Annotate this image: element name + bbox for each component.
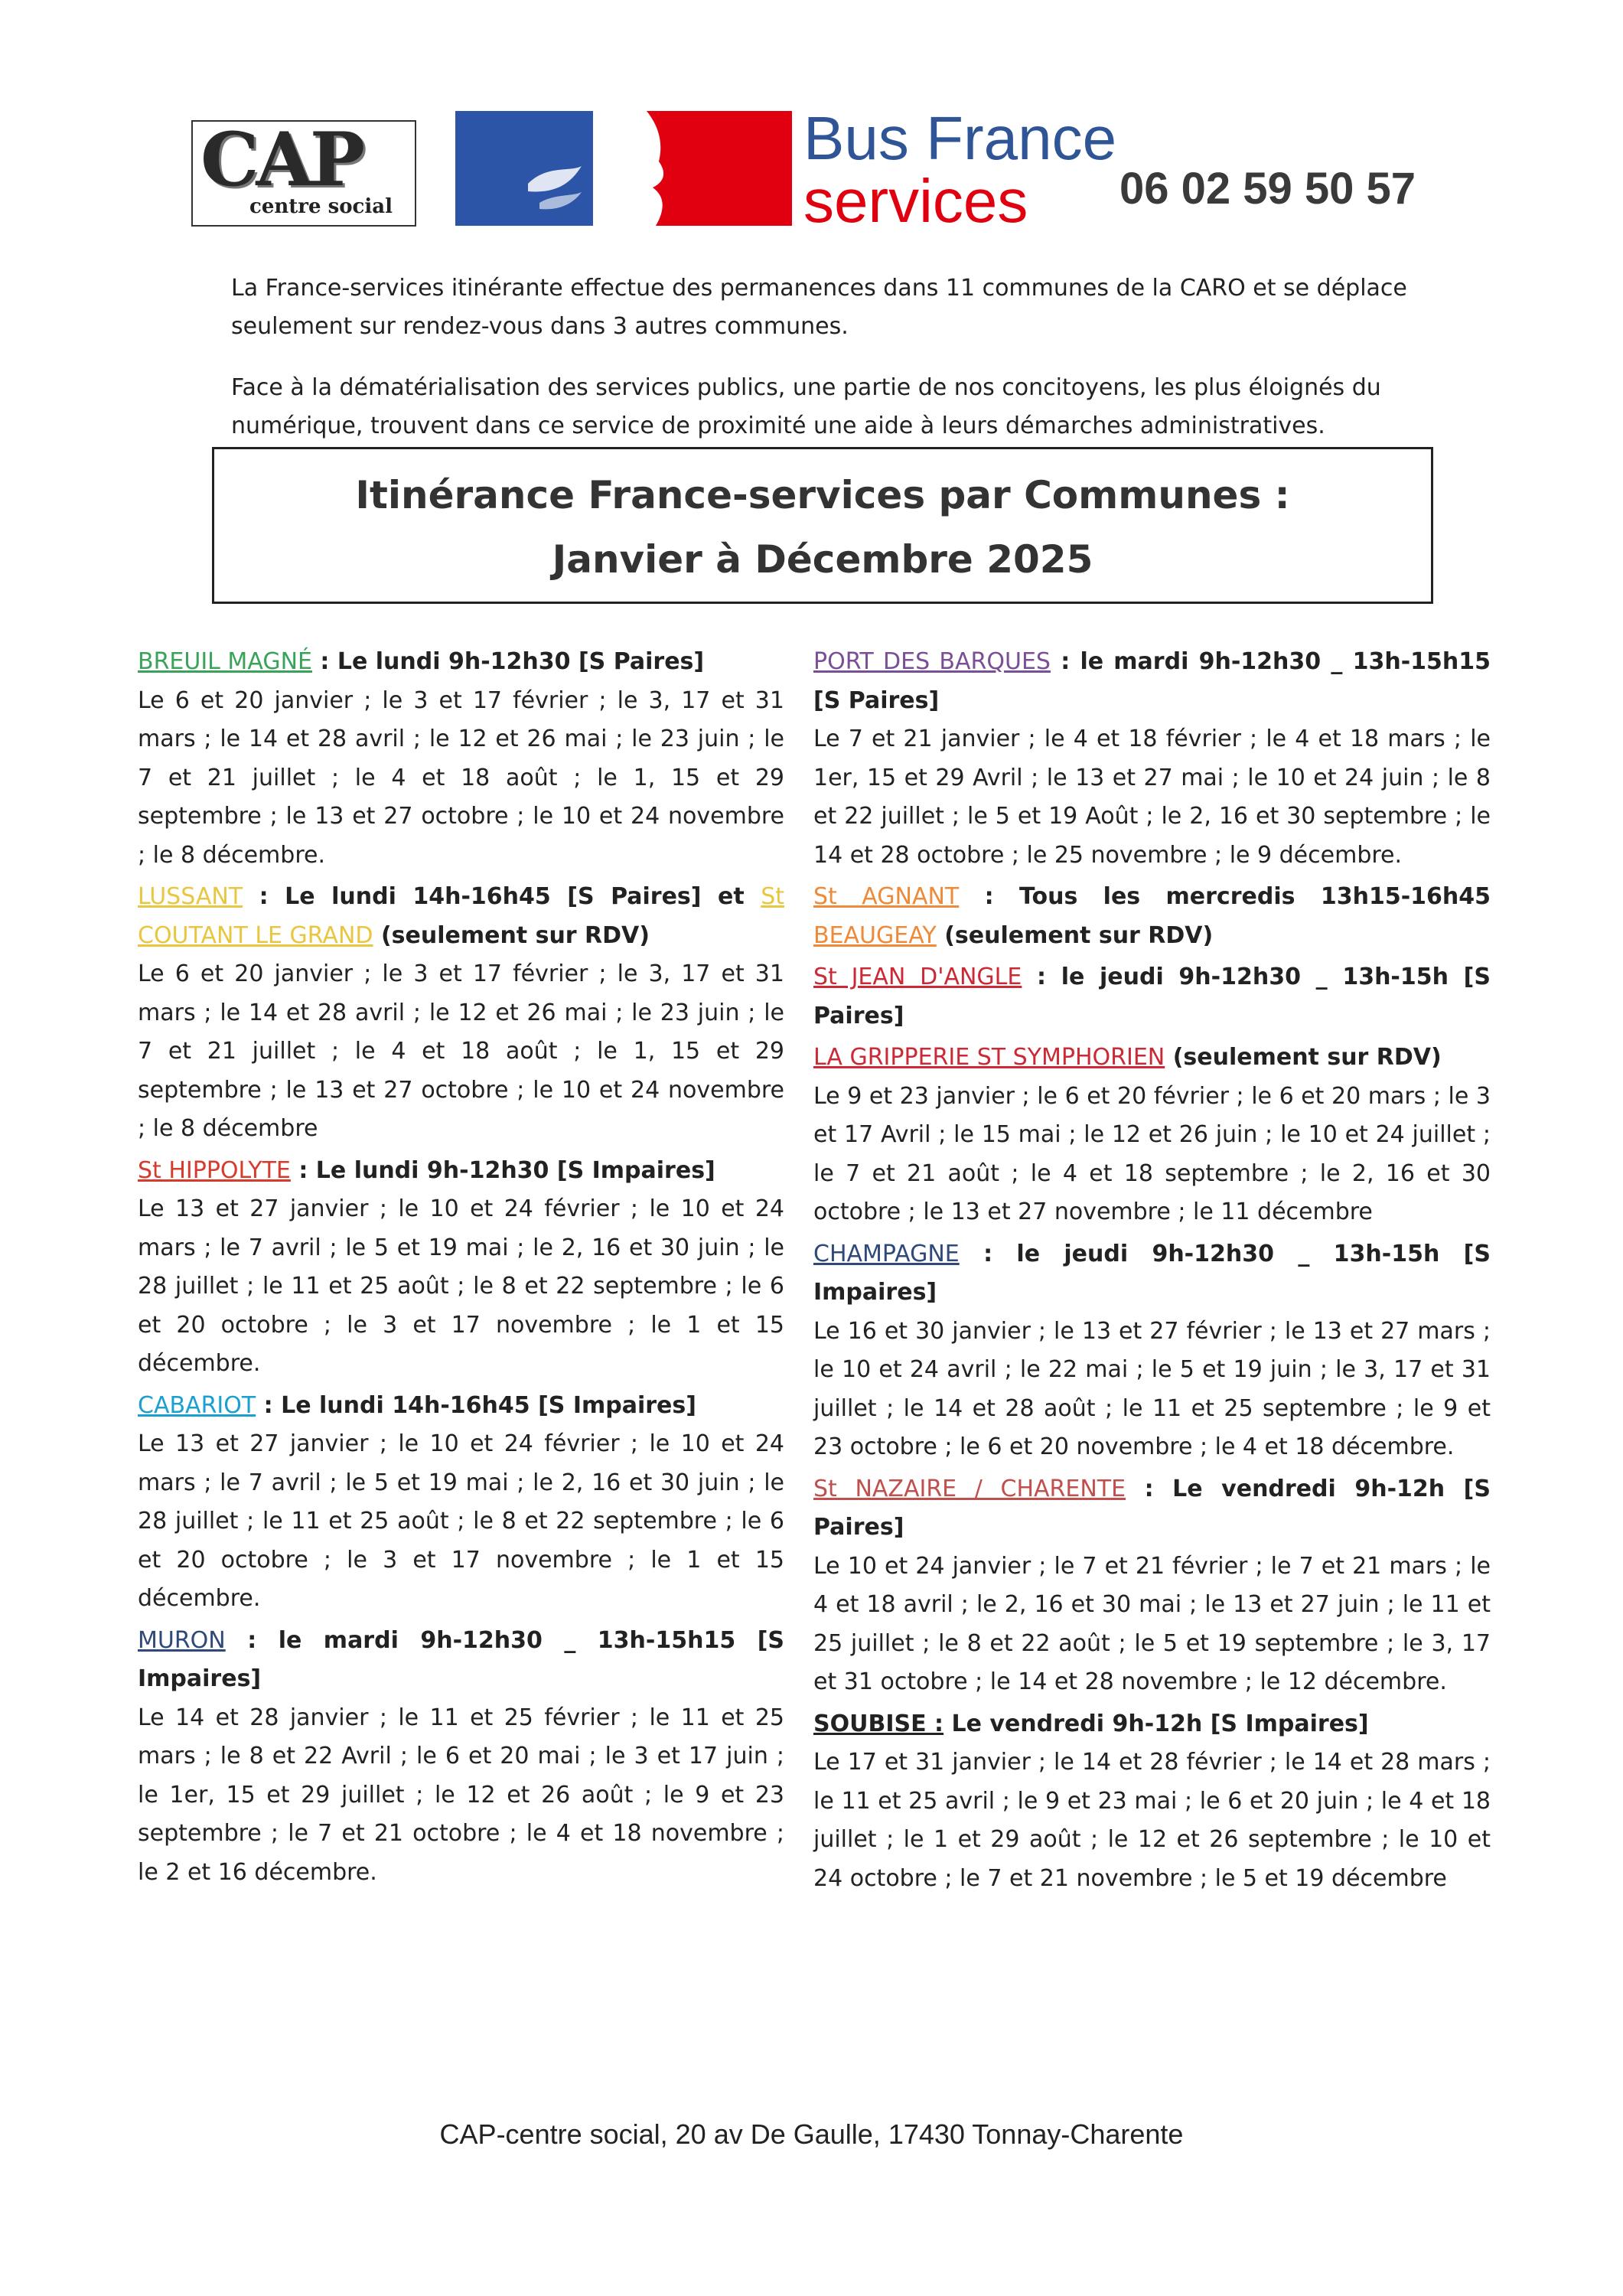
commune-entry-soubise bbox=[813, 1705, 1491, 1899]
schedule: Le lundi 9h-12h30 [S Paires] bbox=[337, 648, 705, 675]
schedule-secondary: (seulement sur RDV) bbox=[373, 921, 650, 949]
commune-entry-breuil-magne bbox=[138, 643, 784, 875]
entry-heading bbox=[813, 1705, 1491, 1744]
commune-entry-la-gripperie bbox=[813, 1039, 1491, 1232]
intro-paragraph-2: Face à la dématérialisation des services publics, une partie de nos concitoyens, les plus éloignés du numérique, trouvent dans ce service de proximité une aide à leurs démarches administratives. bbox=[231, 374, 1381, 439]
entry-heading: PORT DES BARQUES : le mardi 9h-12h30 _ 13h-15h15 [S Paires] bbox=[813, 648, 1491, 714]
commune-entry-lussant bbox=[138, 878, 784, 1149]
commune-entry-st-jean-d-angle bbox=[813, 958, 1491, 1035]
cap-logo bbox=[191, 120, 416, 227]
commune-entry-champagne bbox=[813, 1235, 1491, 1467]
entry-heading: LUSSANT : Le lundi 14h-16h45 [S Paires] et St COUTANT LE GRAND (seulement sur RDV) bbox=[138, 883, 785, 949]
entry-dates: Le 14 et 28 janvier ; le 11 et 25 février ; le 11 et 25 mars ; le 8 et 22 Avril ; le 6 et 20 mai ; le 3 et 17 juin ; le 1er, 15 et 29 juillet ; le 12 et 26 août ; le 9 et 23 septembre ; le 7 et 21 octobre ; le 4 et 18 novembre ; le 2 et 16 décembre. bbox=[138, 1704, 784, 1886]
commune-name: St NAZAIRE / CHARENTE bbox=[813, 1475, 1126, 1502]
entry-dates: Le 6 et 20 janvier ; le 3 et 17 février ; le 3, 17 et 31 mars ; le 14 et 28 avril ; le 12 et 26 mai ; le 23 juin ; le 7 et 21 juillet ; le 4 et 18 août ; le 1, 15 et 29 septembre ; le 13 et 27 octobre ; le 10 et 24 novembre ; le 8 décembre bbox=[138, 960, 784, 1142]
commune-name: St HIPPOLYTE bbox=[138, 1156, 291, 1184]
commune-name: PORT DES BARQUES bbox=[813, 648, 1051, 675]
entry-dates: Le 17 et 31 janvier ; le 14 et 28 février ; le 14 et 28 mars ; le 11 et 25 avril ; le 9 et 23 mai ; le 6 et 20 juin ; le 4 et 18 juillet ; le 1 et 29 août ; le 12 et 26 septembre ; le 10 et 24 octobre ; le 7 et 21 novembre ; le 5 et 19 décembre bbox=[813, 1749, 1491, 1892]
schedule: le jeudi 9h-12h30 _ 13h-15h [S Paires] bbox=[813, 964, 1491, 1029]
schedule-secondary: (seulement sur RDV) bbox=[936, 921, 1214, 949]
phone-number: 06 02 59 50 57 bbox=[1119, 164, 1416, 214]
schedule: Le vendredi 9h-12h [S Impaires] bbox=[951, 1710, 1369, 1737]
schedule: Le lundi 9h-12h30 [S Impaires] bbox=[315, 1156, 715, 1184]
entry-dates: Le 13 et 27 janvier ; le 10 et 24 février ; le 10 et 24 mars ; le 7 avril ; le 5 et 19 mai ; le 2, 16 et 30 juin ; le 28 juillet ; le 11 et 25 août ; le 8 et 22 septembre ; le 6 et 20 octobre ; le 3 et 17 novembre ; le 1 et 15 décembre. bbox=[138, 1430, 784, 1612]
schedule: le jeudi 9h-12h30 _ 13h-15h [S Impaires] bbox=[813, 1240, 1491, 1306]
commune-entry-cabariot bbox=[138, 1387, 784, 1619]
entry-dates: Le 13 et 27 janvier ; le 10 et 24 février ; le 10 et 24 mars ; le 7 avril ; le 5 et 19 mai ; le 2, 16 et 30 juin ; le 28 juillet ; le 11 et 25 août ; le 8 et 22 septembre ; le 6 et 20 octobre ; le 3 et 17 novembre ; le 1 et 15 décembre. bbox=[138, 1195, 784, 1377]
entry-dates: Le 6 et 20 janvier ; le 3 et 17 février ; le 3, 17 et 31 mars ; le 14 et 28 avril ; le 12 et 26 mai ; le 23 juin ; le 7 et 21 juillet ; le 4 et 18 août ; le 1, 15 et 29 septembre ; le 13 et 27 octobre ; le 10 et 24 novembre ; le 8 décembre. bbox=[138, 687, 784, 869]
entry-dates: Le 9 et 23 janvier ; le 6 et 20 février ; le 6 et 20 mars ; le 3 et 17 Avril ; le 15 mai ; le 12 et 26 juin ; le 10 et 24 juillet ; le 7 et 21 août ; le 4 et 18 septembre ; le 2, 16 et 30 octobre ; le 13 et 27 novembre ; le 11 décembre bbox=[813, 1082, 1491, 1225]
schedule: Le lundi 14h-16h45 [S Impaires] bbox=[281, 1391, 696, 1419]
entry-dates: Le 16 et 30 janvier ; le 13 et 27 février ; le 13 et 27 mars ; le 10 et 24 avril ; le 22 mai ; le 5 et 19 juin ; le 3, 17 et 31 juillet ; le 14 et 28 août ; le 11 et 25 septembre ; le 9 et 23 octobre ; le 6 et 20 novembre ; le 4 et 18 décembre. bbox=[813, 1317, 1491, 1460]
cap-logo-subtitle: centre social bbox=[249, 195, 393, 218]
entry-heading: St AGNANT : Tous les mercredis 13h15-16h45 BEAUGEAY (seulement sur RDV) bbox=[813, 883, 1491, 949]
commune-name: MURON bbox=[138, 1626, 226, 1654]
commune-name: LUSSANT bbox=[138, 883, 243, 910]
entry-heading bbox=[813, 1039, 1491, 1078]
schedule: le mardi 9h-12h30 _ 13h-15h15 [S Paires] bbox=[813, 648, 1491, 714]
marianne-logo bbox=[455, 111, 792, 226]
header bbox=[191, 104, 1439, 235]
entry-heading: St JEAN D'ANGLE : le jeudi 9h-12h30 _ 13h-15h [S Paires] bbox=[813, 964, 1491, 1029]
commune-name: LA GRIPPERIE ST SYMPHORIEN bbox=[813, 1044, 1165, 1071]
entry-heading: MURON : le mardi 9h-12h30 _ 13h-15h15 [S Impaires] bbox=[138, 1626, 785, 1692]
footer-address: CAP-centre social, 20 av De Gaulle, 17430 Tonnay-Charente bbox=[439, 2118, 1184, 2150]
entry-dates: Le 7 et 21 janvier ; le 4 et 18 février ; le 4 et 18 mars ; le 1er, 15 et 29 Avril ; le 13 et 27 mai ; le 10 et 24 juin ; le 8 et 22 juillet ; le 5 et 19 Août ; le 2, 16 et 30 septembre ; le 14 et 28 octobre ; le 25 novembre ; le 9 décembre. bbox=[813, 726, 1491, 869]
bus-france-subtitle: services bbox=[803, 167, 1028, 235]
entry-dates: Le 10 et 24 janvier ; le 7 et 21 février ; le 7 et 21 mars ; le 4 et 18 avril ; le 2, 16 et 30 mai ; le 13 et 27 juin ; le 11 et 25 juillet ; le 8 et 22 août ; le 5 et 19 septembre ; le 3, 17 et 31 octobre ; le 14 et 28 novembre ; le 12 décembre. bbox=[813, 1552, 1491, 1695]
schedule: le mardi 9h-12h30 _ 13h-15h15 [S Impaires] bbox=[138, 1626, 785, 1692]
schedule: (seulement sur RDV) bbox=[1172, 1044, 1442, 1071]
commune-name-secondary: St COUTANT LE GRAND bbox=[138, 883, 785, 949]
schedule: Tous les mercredis 13h15-16h45 bbox=[1019, 883, 1491, 910]
commune-entry-muron bbox=[138, 1622, 784, 1893]
commune-name: SOUBISE : bbox=[813, 1710, 944, 1737]
entry-heading: St NAZAIRE / CHARENTE : Le vendredi 9h-12h [S Paires] bbox=[813, 1475, 1491, 1541]
entry-heading: BREUIL MAGNÉ : Le lundi 9h-12h30 [S Paires] bbox=[138, 648, 705, 675]
commune-name: CABARIOT bbox=[138, 1391, 256, 1419]
entry-heading: CABARIOT : Le lundi 14h-16h45 [S Impaires] bbox=[138, 1391, 696, 1419]
commune-name: St JEAN D'ANGLE bbox=[813, 964, 1022, 990]
right-column bbox=[813, 643, 1491, 1901]
schedule: Le lundi 14h-16h45 [S Paires] et bbox=[285, 883, 761, 910]
cap-logo-text: CAP bbox=[200, 120, 363, 203]
entry-heading: CHAMPAGNE : le jeudi 9h-12h30 _ 13h-15h [S Impaires] bbox=[813, 1240, 1491, 1306]
title-line-1: Itinérance France-services par Communes : bbox=[355, 473, 1290, 517]
commune-entry-st-hippolyte bbox=[138, 1152, 784, 1384]
intro-paragraph-1: La France-services itinérante effectue des permanences dans 11 communes de la CARO et se déplace seulement sur rendez-vous dans 3 autres communes. bbox=[231, 275, 1407, 340]
schedule: Le vendredi 9h-12h [S Paires] bbox=[813, 1475, 1491, 1541]
title-box bbox=[212, 447, 1433, 604]
commune-entry-st-nazaire bbox=[813, 1470, 1491, 1702]
commune-entry-st-agnant bbox=[813, 878, 1491, 955]
commune-name: CHAMPAGNE bbox=[813, 1240, 960, 1267]
commune-name-secondary: BEAUGEAY bbox=[813, 921, 937, 949]
title-line-2: Janvier à Décembre 2025 bbox=[552, 537, 1093, 582]
entry-heading: St HIPPOLYTE : Le lundi 9h-12h30 [S Impaires] bbox=[138, 1156, 715, 1184]
left-column bbox=[138, 643, 784, 1895]
bus-france-title: Bus France bbox=[803, 104, 1117, 172]
commune-name: St AGNANT bbox=[813, 883, 960, 910]
commune-name: BREUIL MAGNÉ bbox=[138, 648, 312, 675]
commune-entry-port-des-barques bbox=[813, 643, 1491, 875]
